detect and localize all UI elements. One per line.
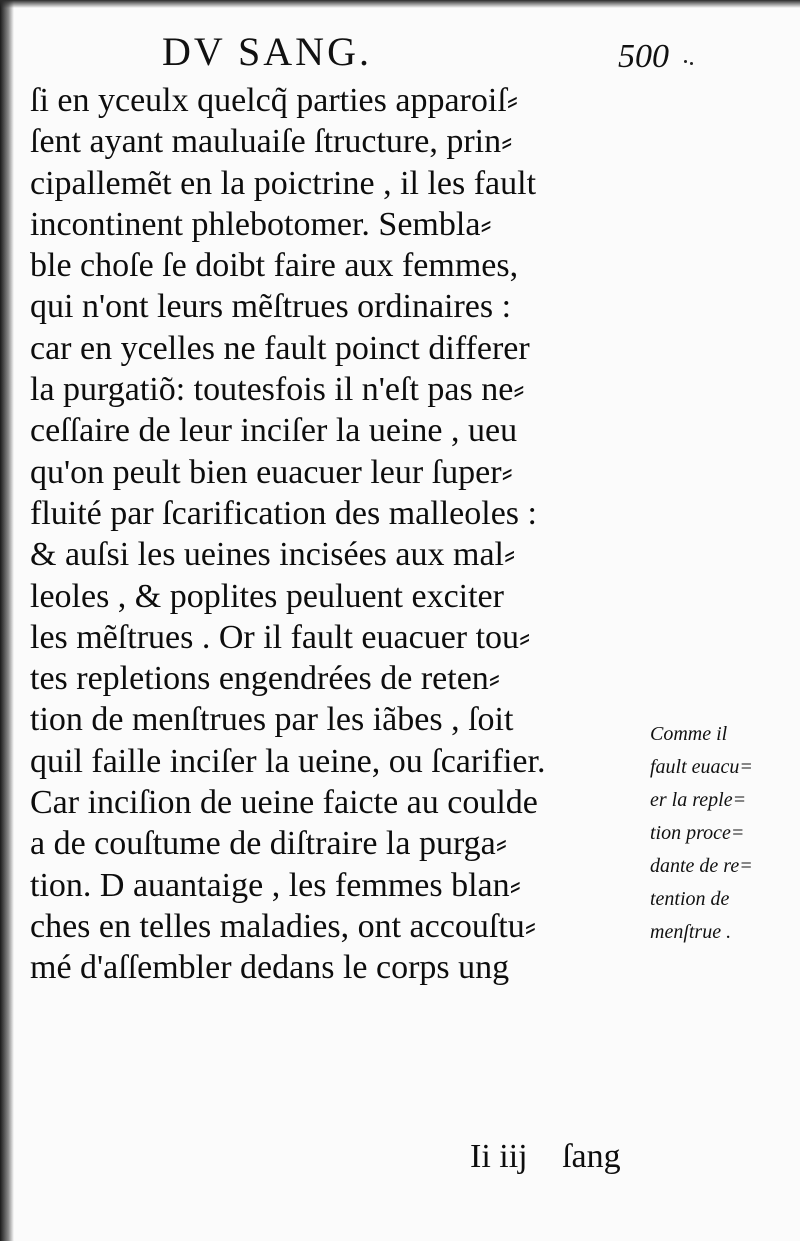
marginal-note: [650, 718, 792, 949]
text-line: leoles , & poplites peuluent exciter: [30, 577, 504, 615]
text-line: qu'on peult bien euacuer leur ſuper⸗: [30, 453, 513, 491]
text-line: ches en telles maladies, ont accouſtu⸗: [30, 907, 537, 945]
marginal-note-line: tion proce=: [650, 822, 745, 844]
text-line: fluité par ſcarification des malleoles :: [30, 494, 537, 532]
text-line: cipallemẽt en la poictrine , il les fault: [30, 164, 537, 202]
text-line: tion. D auantaige , les femmes blan⸗: [30, 866, 521, 904]
text-line: ble choſe ſe doibt faire aux femmes,: [30, 247, 519, 285]
text-line: ſi en yceulx quelcq̃ parties apparoiſ⸗: [30, 82, 519, 119]
text-line: la purgatiõ: toutesfois il n'eſt pas ne⸗: [30, 371, 525, 409]
text-line: les mẽſtrues . Or il fault euacuer tou⸗: [30, 618, 531, 656]
marginal-note-line: er la reple=: [650, 789, 747, 811]
page-header: [0, 24, 800, 84]
text-line: Car inciſion de ueine faicte au coulde: [30, 784, 538, 822]
page-gutter-shadow: [0, 0, 14, 1241]
ink-speck: [684, 60, 687, 63]
text-line: a de couſtume de diſtraire la purga⸗: [30, 825, 508, 863]
text-line: car en ycelles ne fault poinct differer: [30, 329, 530, 367]
text-line: qui n'ont leurs mẽſtrues ordinaires :: [30, 288, 512, 326]
text-line: ceſſaire de leur inciſer la ueine , ueu: [30, 412, 518, 450]
text-line: incontinent phlebotomer. Sembla⸗: [30, 205, 492, 243]
running-title: DV SANG.: [162, 29, 372, 74]
text-line: quil faille inciſer la ueine, ou ſcarifier.: [30, 742, 546, 780]
catchword: ſang: [562, 1138, 621, 1175]
marginal-note-line: tention de: [650, 888, 730, 910]
main-text-block: [30, 80, 660, 989]
text-line: & auſsi les ueines incisées aux mal⸗: [30, 536, 516, 574]
text-line: tes repletions engendrées de reten⸗: [30, 660, 501, 698]
text-line: mé d'aſſembler dedans le corps ung: [30, 949, 510, 987]
text-line: tion de menſtrues par les iãbes , ſoit: [30, 701, 514, 739]
marginal-note-line: dante de re=: [650, 855, 753, 877]
signature-mark: Ii iij: [470, 1138, 528, 1175]
page-number: 500: [618, 38, 669, 75]
page-footer: [470, 1138, 621, 1176]
marginal-note-line: fault euacu=: [650, 756, 753, 778]
page-top-shadow: [0, 0, 800, 8]
marginal-note-line: Comme il: [650, 723, 728, 745]
ink-speck: [690, 62, 693, 65]
marginal-note-line: menſtrue .: [650, 921, 732, 943]
text-line: ſent ayant mauluaiſe ſtructure, prin⸗: [30, 123, 513, 161]
